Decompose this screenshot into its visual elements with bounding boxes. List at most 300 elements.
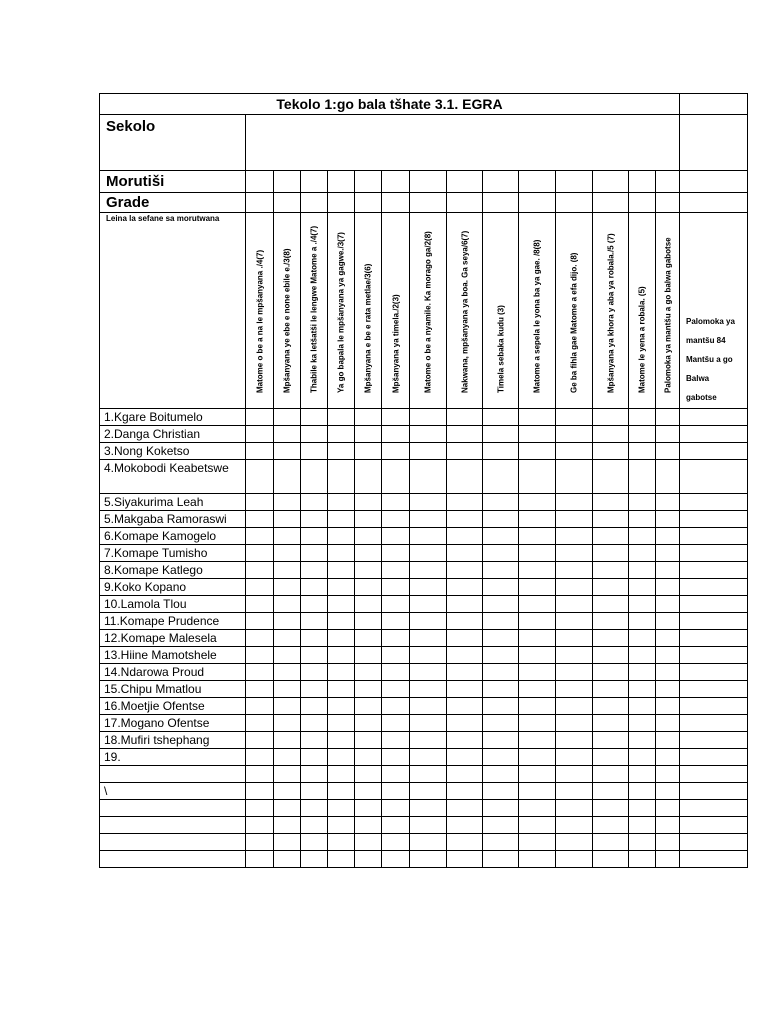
score-cell[interactable] bbox=[447, 596, 483, 613]
score-cell[interactable] bbox=[447, 579, 483, 596]
teacher-blank-cell[interactable] bbox=[656, 171, 680, 193]
grade-blank-cell[interactable] bbox=[301, 193, 328, 213]
score-cell[interactable] bbox=[355, 664, 382, 681]
grade-blank-cell[interactable] bbox=[680, 193, 748, 213]
score-cell[interactable] bbox=[519, 613, 556, 630]
score-cell[interactable] bbox=[656, 664, 680, 681]
teacher-blank-cell[interactable] bbox=[447, 171, 483, 193]
score-cell[interactable] bbox=[274, 698, 301, 715]
score-cell[interactable] bbox=[328, 698, 355, 715]
score-cell[interactable] bbox=[556, 443, 593, 460]
score-cell[interactable] bbox=[483, 749, 519, 766]
score-cell[interactable] bbox=[483, 494, 519, 511]
score-cell[interactable] bbox=[355, 766, 382, 783]
score-cell[interactable] bbox=[328, 494, 355, 511]
score-cell[interactable] bbox=[382, 834, 410, 851]
score-cell[interactable] bbox=[519, 800, 556, 817]
score-cell[interactable] bbox=[355, 613, 382, 630]
grade-blank-cell[interactable] bbox=[274, 193, 301, 213]
score-cell[interactable] bbox=[355, 800, 382, 817]
score-cell[interactable] bbox=[355, 715, 382, 732]
score-cell[interactable] bbox=[519, 715, 556, 732]
score-cell[interactable] bbox=[593, 630, 629, 647]
score-cell[interactable] bbox=[328, 613, 355, 630]
score-cell[interactable] bbox=[410, 545, 447, 562]
score-cell[interactable] bbox=[447, 851, 483, 868]
score-cell[interactable] bbox=[556, 426, 593, 443]
score-cell[interactable] bbox=[410, 749, 447, 766]
score-cell[interactable] bbox=[382, 596, 410, 613]
score-cell[interactable] bbox=[274, 715, 301, 732]
score-cell[interactable] bbox=[629, 749, 656, 766]
score-cell[interactable] bbox=[246, 545, 274, 562]
score-cell[interactable] bbox=[629, 409, 656, 426]
score-cell[interactable] bbox=[382, 443, 410, 460]
score-cell[interactable] bbox=[382, 715, 410, 732]
score-cell[interactable] bbox=[656, 766, 680, 783]
score-cell[interactable] bbox=[680, 545, 748, 562]
score-cell[interactable] bbox=[593, 579, 629, 596]
score-cell[interactable] bbox=[629, 613, 656, 630]
score-cell[interactable] bbox=[629, 494, 656, 511]
score-cell[interactable] bbox=[246, 817, 274, 834]
score-cell[interactable] bbox=[519, 681, 556, 698]
score-cell[interactable] bbox=[680, 562, 748, 579]
score-cell[interactable] bbox=[593, 834, 629, 851]
score-cell[interactable] bbox=[328, 800, 355, 817]
score-cell[interactable] bbox=[274, 681, 301, 698]
score-cell[interactable] bbox=[382, 409, 410, 426]
score-cell[interactable] bbox=[656, 443, 680, 460]
score-cell[interactable] bbox=[483, 834, 519, 851]
score-cell[interactable] bbox=[274, 426, 301, 443]
score-cell[interactable] bbox=[447, 494, 483, 511]
score-cell[interactable] bbox=[556, 783, 593, 800]
score-cell[interactable] bbox=[447, 647, 483, 664]
score-cell[interactable] bbox=[629, 562, 656, 579]
score-cell[interactable] bbox=[246, 664, 274, 681]
score-cell[interactable] bbox=[519, 732, 556, 749]
score-cell[interactable] bbox=[301, 749, 328, 766]
score-cell[interactable] bbox=[274, 579, 301, 596]
score-cell[interactable] bbox=[382, 511, 410, 528]
score-cell[interactable] bbox=[447, 630, 483, 647]
score-cell[interactable] bbox=[483, 460, 519, 494]
score-cell[interactable] bbox=[328, 851, 355, 868]
score-cell[interactable] bbox=[410, 596, 447, 613]
score-cell[interactable] bbox=[382, 528, 410, 545]
score-cell[interactable] bbox=[274, 562, 301, 579]
score-cell[interactable] bbox=[629, 647, 656, 664]
score-cell[interactable] bbox=[680, 732, 748, 749]
score-cell[interactable] bbox=[483, 800, 519, 817]
score-cell[interactable] bbox=[593, 766, 629, 783]
score-cell[interactable] bbox=[556, 715, 593, 732]
score-cell[interactable] bbox=[556, 800, 593, 817]
score-cell[interactable] bbox=[246, 528, 274, 545]
score-cell[interactable] bbox=[382, 817, 410, 834]
score-cell[interactable] bbox=[556, 664, 593, 681]
score-cell[interactable] bbox=[556, 732, 593, 749]
score-cell[interactable] bbox=[274, 443, 301, 460]
score-cell[interactable] bbox=[382, 579, 410, 596]
score-cell[interactable] bbox=[556, 630, 593, 647]
score-cell[interactable] bbox=[519, 562, 556, 579]
score-cell[interactable] bbox=[483, 698, 519, 715]
score-cell[interactable] bbox=[246, 647, 274, 664]
score-cell[interactable] bbox=[593, 800, 629, 817]
score-cell[interactable] bbox=[556, 698, 593, 715]
score-cell[interactable] bbox=[301, 460, 328, 494]
grade-blank-cell[interactable] bbox=[410, 193, 447, 213]
score-cell[interactable] bbox=[680, 681, 748, 698]
teacher-blank-cell[interactable] bbox=[246, 171, 274, 193]
score-cell[interactable] bbox=[328, 579, 355, 596]
score-cell[interactable] bbox=[246, 579, 274, 596]
score-cell[interactable] bbox=[301, 732, 328, 749]
score-cell[interactable] bbox=[355, 596, 382, 613]
score-cell[interactable] bbox=[301, 834, 328, 851]
score-cell[interactable] bbox=[629, 664, 656, 681]
score-cell[interactable] bbox=[483, 443, 519, 460]
score-cell[interactable] bbox=[246, 494, 274, 511]
score-cell[interactable] bbox=[301, 562, 328, 579]
score-cell[interactable] bbox=[447, 511, 483, 528]
score-cell[interactable] bbox=[246, 698, 274, 715]
score-cell[interactable] bbox=[680, 409, 748, 426]
score-cell[interactable] bbox=[656, 528, 680, 545]
score-cell[interactable] bbox=[656, 545, 680, 562]
score-cell[interactable] bbox=[593, 460, 629, 494]
score-cell[interactable] bbox=[301, 443, 328, 460]
score-cell[interactable] bbox=[447, 528, 483, 545]
score-cell[interactable] bbox=[328, 681, 355, 698]
score-cell[interactable] bbox=[301, 494, 328, 511]
score-cell[interactable] bbox=[355, 426, 382, 443]
score-cell[interactable] bbox=[447, 681, 483, 698]
teacher-blank-cell[interactable] bbox=[629, 171, 656, 193]
score-cell[interactable] bbox=[410, 664, 447, 681]
score-cell[interactable] bbox=[447, 545, 483, 562]
score-cell[interactable] bbox=[274, 511, 301, 528]
score-cell[interactable] bbox=[274, 647, 301, 664]
score-cell[interactable] bbox=[483, 426, 519, 443]
score-cell[interactable] bbox=[246, 766, 274, 783]
score-cell[interactable] bbox=[656, 681, 680, 698]
score-cell[interactable] bbox=[246, 800, 274, 817]
score-cell[interactable] bbox=[301, 817, 328, 834]
score-cell[interactable] bbox=[274, 596, 301, 613]
score-cell[interactable] bbox=[447, 698, 483, 715]
score-cell[interactable] bbox=[556, 834, 593, 851]
score-cell[interactable] bbox=[447, 426, 483, 443]
score-cell[interactable] bbox=[382, 783, 410, 800]
score-cell[interactable] bbox=[447, 732, 483, 749]
score-cell[interactable] bbox=[519, 443, 556, 460]
score-cell[interactable] bbox=[301, 664, 328, 681]
score-cell[interactable] bbox=[483, 511, 519, 528]
score-cell[interactable] bbox=[519, 749, 556, 766]
score-cell[interactable] bbox=[656, 800, 680, 817]
score-cell[interactable] bbox=[328, 783, 355, 800]
score-cell[interactable] bbox=[382, 426, 410, 443]
score-cell[interactable] bbox=[410, 698, 447, 715]
score-cell[interactable] bbox=[593, 528, 629, 545]
score-cell[interactable] bbox=[483, 681, 519, 698]
score-cell[interactable] bbox=[410, 800, 447, 817]
score-cell[interactable] bbox=[629, 698, 656, 715]
score-cell[interactable] bbox=[593, 494, 629, 511]
score-cell[interactable] bbox=[246, 562, 274, 579]
score-cell[interactable] bbox=[656, 596, 680, 613]
score-cell[interactable] bbox=[382, 800, 410, 817]
score-cell[interactable] bbox=[382, 664, 410, 681]
score-cell[interactable] bbox=[680, 528, 748, 545]
score-cell[interactable] bbox=[629, 817, 656, 834]
score-cell[interactable] bbox=[382, 460, 410, 494]
score-cell[interactable] bbox=[656, 562, 680, 579]
score-cell[interactable] bbox=[301, 426, 328, 443]
score-cell[interactable] bbox=[556, 545, 593, 562]
score-cell[interactable] bbox=[593, 698, 629, 715]
score-cell[interactable] bbox=[556, 494, 593, 511]
score-cell[interactable] bbox=[355, 545, 382, 562]
score-cell[interactable] bbox=[519, 545, 556, 562]
score-cell[interactable] bbox=[410, 817, 447, 834]
score-cell[interactable] bbox=[680, 511, 748, 528]
score-cell[interactable] bbox=[447, 783, 483, 800]
score-cell[interactable] bbox=[680, 494, 748, 511]
score-cell[interactable] bbox=[355, 443, 382, 460]
score-cell[interactable] bbox=[629, 681, 656, 698]
score-cell[interactable] bbox=[680, 783, 748, 800]
score-cell[interactable] bbox=[328, 545, 355, 562]
teacher-blank-cell[interactable] bbox=[410, 171, 447, 193]
score-cell[interactable] bbox=[410, 715, 447, 732]
teacher-blank-cell[interactable] bbox=[483, 171, 519, 193]
score-cell[interactable] bbox=[274, 494, 301, 511]
score-cell[interactable] bbox=[274, 851, 301, 868]
score-cell[interactable] bbox=[593, 409, 629, 426]
score-cell[interactable] bbox=[301, 579, 328, 596]
score-cell[interactable] bbox=[483, 783, 519, 800]
grade-blank-cell[interactable] bbox=[656, 193, 680, 213]
score-cell[interactable] bbox=[246, 732, 274, 749]
score-cell[interactable] bbox=[410, 630, 447, 647]
score-cell[interactable] bbox=[301, 698, 328, 715]
score-cell[interactable] bbox=[629, 596, 656, 613]
score-cell[interactable] bbox=[382, 562, 410, 579]
score-cell[interactable] bbox=[519, 851, 556, 868]
score-cell[interactable] bbox=[355, 834, 382, 851]
score-cell[interactable] bbox=[519, 409, 556, 426]
score-cell[interactable] bbox=[629, 766, 656, 783]
score-cell[interactable] bbox=[447, 749, 483, 766]
score-cell[interactable] bbox=[410, 613, 447, 630]
score-cell[interactable] bbox=[301, 528, 328, 545]
score-cell[interactable] bbox=[355, 494, 382, 511]
score-cell[interactable] bbox=[593, 681, 629, 698]
score-cell[interactable] bbox=[519, 783, 556, 800]
score-cell[interactable] bbox=[328, 766, 355, 783]
score-cell[interactable] bbox=[382, 749, 410, 766]
score-cell[interactable] bbox=[447, 409, 483, 426]
score-cell[interactable] bbox=[328, 409, 355, 426]
score-cell[interactable] bbox=[274, 528, 301, 545]
score-cell[interactable] bbox=[355, 749, 382, 766]
score-cell[interactable] bbox=[447, 834, 483, 851]
score-cell[interactable] bbox=[328, 749, 355, 766]
score-cell[interactable] bbox=[593, 545, 629, 562]
score-cell[interactable] bbox=[246, 613, 274, 630]
score-cell[interactable] bbox=[328, 715, 355, 732]
score-cell[interactable] bbox=[680, 613, 748, 630]
score-cell[interactable] bbox=[246, 460, 274, 494]
score-cell[interactable] bbox=[382, 851, 410, 868]
grade-blank-cell[interactable] bbox=[328, 193, 355, 213]
score-cell[interactable] bbox=[519, 647, 556, 664]
score-cell[interactable] bbox=[355, 630, 382, 647]
score-cell[interactable] bbox=[556, 596, 593, 613]
score-cell[interactable] bbox=[483, 732, 519, 749]
score-cell[interactable] bbox=[629, 545, 656, 562]
score-cell[interactable] bbox=[680, 851, 748, 868]
score-cell[interactable] bbox=[483, 766, 519, 783]
score-cell[interactable] bbox=[593, 613, 629, 630]
score-cell[interactable] bbox=[447, 664, 483, 681]
score-cell[interactable] bbox=[519, 834, 556, 851]
score-cell[interactable] bbox=[483, 613, 519, 630]
score-cell[interactable] bbox=[274, 630, 301, 647]
teacher-blank-cell[interactable] bbox=[301, 171, 328, 193]
score-cell[interactable] bbox=[680, 630, 748, 647]
score-cell[interactable] bbox=[355, 732, 382, 749]
score-cell[interactable] bbox=[355, 528, 382, 545]
score-cell[interactable] bbox=[447, 562, 483, 579]
score-cell[interactable] bbox=[410, 732, 447, 749]
score-cell[interactable] bbox=[483, 715, 519, 732]
score-cell[interactable] bbox=[328, 630, 355, 647]
grade-blank-cell[interactable] bbox=[382, 193, 410, 213]
teacher-blank-cell[interactable] bbox=[680, 171, 748, 193]
score-cell[interactable] bbox=[680, 834, 748, 851]
score-cell[interactable] bbox=[355, 851, 382, 868]
score-cell[interactable] bbox=[410, 783, 447, 800]
score-cell[interactable] bbox=[447, 766, 483, 783]
score-cell[interactable] bbox=[382, 630, 410, 647]
score-cell[interactable] bbox=[483, 545, 519, 562]
score-cell[interactable] bbox=[382, 732, 410, 749]
score-cell[interactable] bbox=[519, 698, 556, 715]
score-cell[interactable] bbox=[519, 766, 556, 783]
score-cell[interactable] bbox=[519, 511, 556, 528]
score-cell[interactable] bbox=[519, 426, 556, 443]
score-cell[interactable] bbox=[629, 426, 656, 443]
score-cell[interactable] bbox=[656, 647, 680, 664]
score-cell[interactable] bbox=[483, 528, 519, 545]
score-cell[interactable] bbox=[410, 766, 447, 783]
score-cell[interactable] bbox=[483, 579, 519, 596]
score-cell[interactable] bbox=[355, 681, 382, 698]
score-cell[interactable] bbox=[593, 749, 629, 766]
score-cell[interactable] bbox=[519, 494, 556, 511]
score-cell[interactable] bbox=[680, 817, 748, 834]
score-cell[interactable] bbox=[328, 511, 355, 528]
score-cell[interactable] bbox=[656, 715, 680, 732]
score-cell[interactable] bbox=[410, 562, 447, 579]
score-cell[interactable] bbox=[410, 647, 447, 664]
score-cell[interactable] bbox=[246, 715, 274, 732]
score-cell[interactable] bbox=[629, 630, 656, 647]
score-cell[interactable] bbox=[328, 596, 355, 613]
score-cell[interactable] bbox=[593, 647, 629, 664]
teacher-blank-cell[interactable] bbox=[382, 171, 410, 193]
score-cell[interactable] bbox=[629, 460, 656, 494]
score-cell[interactable] bbox=[301, 647, 328, 664]
score-cell[interactable] bbox=[301, 596, 328, 613]
score-cell[interactable] bbox=[447, 800, 483, 817]
score-cell[interactable] bbox=[301, 409, 328, 426]
grade-blank-cell[interactable] bbox=[556, 193, 593, 213]
score-cell[interactable] bbox=[680, 664, 748, 681]
score-cell[interactable] bbox=[680, 596, 748, 613]
score-cell[interactable] bbox=[593, 443, 629, 460]
teacher-blank-cell[interactable] bbox=[274, 171, 301, 193]
score-cell[interactable] bbox=[680, 460, 748, 494]
score-cell[interactable] bbox=[680, 579, 748, 596]
score-cell[interactable] bbox=[656, 579, 680, 596]
score-cell[interactable] bbox=[556, 562, 593, 579]
score-cell[interactable] bbox=[274, 460, 301, 494]
score-cell[interactable] bbox=[355, 783, 382, 800]
score-cell[interactable] bbox=[301, 851, 328, 868]
score-cell[interactable] bbox=[629, 783, 656, 800]
score-cell[interactable] bbox=[680, 800, 748, 817]
score-cell[interactable] bbox=[274, 545, 301, 562]
score-cell[interactable] bbox=[656, 851, 680, 868]
score-cell[interactable] bbox=[382, 698, 410, 715]
score-cell[interactable] bbox=[301, 511, 328, 528]
score-cell[interactable] bbox=[593, 732, 629, 749]
score-cell[interactable] bbox=[382, 494, 410, 511]
score-cell[interactable] bbox=[301, 783, 328, 800]
score-cell[interactable] bbox=[519, 596, 556, 613]
score-cell[interactable] bbox=[519, 579, 556, 596]
score-cell[interactable] bbox=[556, 579, 593, 596]
score-cell[interactable] bbox=[593, 817, 629, 834]
score-cell[interactable] bbox=[382, 545, 410, 562]
score-cell[interactable] bbox=[355, 579, 382, 596]
score-cell[interactable] bbox=[246, 630, 274, 647]
score-cell[interactable] bbox=[556, 460, 593, 494]
score-cell[interactable] bbox=[656, 494, 680, 511]
score-cell[interactable] bbox=[301, 630, 328, 647]
score-cell[interactable] bbox=[593, 562, 629, 579]
score-cell[interactable] bbox=[680, 766, 748, 783]
score-cell[interactable] bbox=[593, 596, 629, 613]
score-cell[interactable] bbox=[656, 613, 680, 630]
score-cell[interactable] bbox=[593, 783, 629, 800]
score-cell[interactable] bbox=[382, 613, 410, 630]
score-cell[interactable] bbox=[447, 443, 483, 460]
score-cell[interactable] bbox=[656, 834, 680, 851]
score-cell[interactable] bbox=[556, 851, 593, 868]
score-cell[interactable] bbox=[246, 596, 274, 613]
grade-blank-cell[interactable] bbox=[629, 193, 656, 213]
score-cell[interactable] bbox=[246, 426, 274, 443]
teacher-blank-cell[interactable] bbox=[593, 171, 629, 193]
grade-blank-cell[interactable] bbox=[246, 193, 274, 213]
